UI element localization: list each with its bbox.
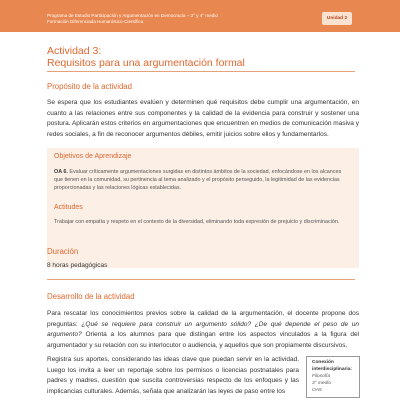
para1-intro: Para rescatar los conocimientos previos sobre la calidad de la argumentación, el docente propone dos preguntas: [47,310,359,328]
page-header [0,0,400,32]
oa-text [54,168,350,192]
program-subtitle: Formación Diferenciada Humanístico-Científica [47,19,144,24]
section-divider [47,279,355,280]
connection-subject: Filosofía [312,374,331,379]
duration-heading: Duración [47,247,79,256]
activity-title-line1: Actividad 3: [47,45,102,57]
connection-heading-line2: interdisciplinaria: [312,367,352,372]
title-divider [47,71,355,72]
oa-code: OA 6. [54,169,68,175]
objectives-box [47,148,359,268]
connection-heading-line1: Conexión [312,360,334,365]
purpose-heading: Propósito de la actividad [47,82,132,91]
unit-badge: Unidad 2 [322,12,352,25]
attitudes-heading: Actitudes [54,204,83,211]
oa-description: Evaluar críticamente argumentaciones surgidas en distintos ámbitos de la sociedad, enfocándose en los alcances que tienen en la comunidad, su pertinencia al tema analizado y el propósito perseguido, la legitimidad de las evidencias proporcionadas y las relaciones lógicas establecidas. [54,169,342,191]
program-title: Programa de Estudio Participación y Argumentación en Democracia – 3° y 4° medio [47,13,218,18]
development-para2: Registra sus aportes, considerando las ideas clave que puedan servir en la actividad. Luego los invita a leer un reportaje sobre los permisos o licencias postnatales para padres y madres, cuestión que suscita controversias respecto de los enfoques y las implicancias culturales. Además, señala que analizarán las leyes de paso entre los [47,356,299,395]
connection-level: 3° medio [312,381,331,386]
attitudes-text: Trabajar con empatía y respeto en el contexto de la diversidad, eliminando toda expresión de prejuicio y discriminación. [54,219,340,225]
objectives-heading: Objetivos de Aprendizaje [54,153,132,160]
para1-questions: ¿Qué se requiere para construir un argumento sólido? ¿De qué depende el peso de un argumento? [47,320,359,338]
interdisciplinary-connection-box [306,356,360,398]
duration-text: 8 horas pedagógicas [47,262,108,269]
activity-title-line2: Requisitos para una argumentación formal [47,57,245,69]
development-heading: Desarrollo de la actividad [47,292,135,301]
purpose-text: Se espera que los estudiantes evalúen y determinen qué requisitos debe cumplir una argumentación, en cuanto a las relaciones entre sus componentes y la calidad de la evidencia para construir y sostener una postura. Aplicarán estos criterios en argumentaciones que encuentren en medios de comunicación masiva y redes sociales, a fin de reconocer argumentos débiles, emitir juicios sobre ellos y fundamentarlos. [47,99,359,138]
connection-code: OA5 [312,388,322,393]
development-para1 [47,309,359,351]
para1-rest: Orienta a los alumnos para que distingan entre los aspectos vinculados a la figura del argumentador y su relación con su interlocutor o audiencia, y aquellos que son propiamente discursivos. [47,331,359,349]
